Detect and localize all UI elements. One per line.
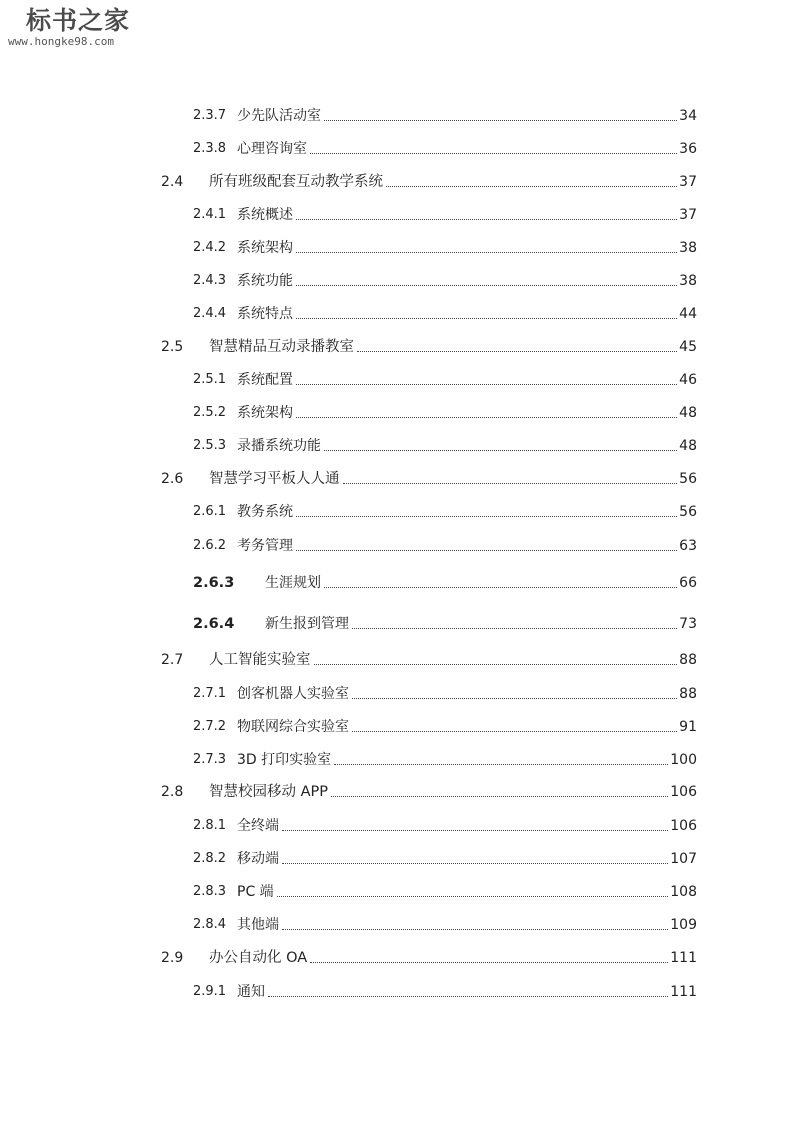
toc-entry[interactable] <box>193 301 697 323</box>
toc-entry-page: 111 <box>670 950 697 966</box>
toc-entry-page: 38 <box>679 240 697 256</box>
toc-entry[interactable] <box>193 202 697 224</box>
toc-entry-number: 2.8.4 <box>193 917 227 932</box>
toc-entry[interactable] <box>193 813 697 835</box>
toc-entry-page: 48 <box>679 405 697 421</box>
toc-entry-title: 新生报到管理 <box>265 616 349 632</box>
toc-entry[interactable] <box>193 433 697 455</box>
toc-entry[interactable] <box>193 499 697 521</box>
toc-entry[interactable] <box>193 879 697 901</box>
toc-entry-title: 全终端 <box>237 818 279 834</box>
toc-entry-page: 48 <box>679 438 697 454</box>
toc-dot-leader <box>310 152 677 154</box>
toc-entry-number: 2.7.1 <box>193 686 227 701</box>
toc-dot-leader <box>282 862 668 864</box>
toc-entry-title: 系统概述 <box>237 207 293 223</box>
toc-entry-page: 56 <box>679 504 697 520</box>
toc-entry-number: 2.5.1 <box>193 372 227 387</box>
toc-entry-title: 少先队活动室 <box>237 108 321 124</box>
toc-entry-page: 106 <box>670 784 697 800</box>
toc-entry-page: 108 <box>670 884 697 900</box>
toc-dot-leader <box>324 119 677 121</box>
toc-entry-title: 考务管理 <box>237 538 293 554</box>
toc-entry-title: 生涯规划 <box>265 575 321 591</box>
toc-entry-page: 46 <box>679 372 697 388</box>
toc-entry[interactable] <box>193 611 697 633</box>
toc-dot-leader <box>268 995 668 997</box>
toc-entry[interactable] <box>193 400 697 422</box>
toc-entry[interactable] <box>193 103 697 125</box>
toc-entry-page: 45 <box>679 339 697 355</box>
toc-entry[interactable] <box>193 570 697 592</box>
toc-entry[interactable] <box>161 779 697 801</box>
toc-entry[interactable] <box>193 747 697 769</box>
toc-dot-leader <box>296 383 677 385</box>
toc-entry-title: 通知 <box>237 984 265 1000</box>
toc-entry[interactable] <box>161 647 697 669</box>
toc-entry-page: 91 <box>679 719 697 735</box>
toc-entry-number: 2.3.7 <box>193 108 227 123</box>
watermark-title: 标书之家 <box>26 6 131 35</box>
toc-entry-number: 2.6.2 <box>193 538 227 553</box>
toc-entry-page: 37 <box>679 207 697 223</box>
toc-dot-leader <box>352 627 677 629</box>
toc-entry-number: 2.5 <box>161 339 184 355</box>
toc-entry-page: 109 <box>670 917 697 933</box>
toc-entry-number: 2.4.1 <box>193 207 227 222</box>
toc-entry-number: 2.6 <box>161 471 184 487</box>
toc-entry-title: 所有班级配套互动教学系统 <box>209 174 383 190</box>
toc-entry-number: 2.8.1 <box>193 818 227 833</box>
toc-entry-title: PC 端 <box>237 884 274 900</box>
toc-entry-title: 创客机器人实验室 <box>237 686 349 702</box>
toc-entry-page: 100 <box>670 752 697 768</box>
toc-entry-number: 2.6.3 <box>193 575 235 591</box>
toc-entry-page: 88 <box>679 686 697 702</box>
toc-dot-leader <box>343 482 678 484</box>
toc-entry-number: 2.6.4 <box>193 616 235 632</box>
toc-entry[interactable] <box>193 846 697 868</box>
toc-entry-page: 56 <box>679 471 697 487</box>
toc-entry-number: 2.4.4 <box>193 306 227 321</box>
toc-dot-leader <box>331 795 668 797</box>
toc-entry-number: 2.4.3 <box>193 273 227 288</box>
toc-entry[interactable] <box>193 681 697 703</box>
toc-entry-number: 2.4 <box>161 174 184 190</box>
toc-entry-title: 人工智能实验室 <box>209 652 311 668</box>
toc-entry-title: 智慧校园移动 APP <box>209 784 329 800</box>
toc-entry-title: 教务系统 <box>237 504 293 520</box>
toc-dot-leader <box>282 928 668 930</box>
toc-entry-title: 录播系统功能 <box>237 438 321 454</box>
toc-entry-number: 2.8 <box>161 784 184 800</box>
toc-entry-page: 37 <box>679 174 697 190</box>
toc-entry-page: 88 <box>679 652 697 668</box>
toc-entry-title: 3D 打印实验室 <box>237 752 332 768</box>
toc-entry-title: 物联网综合实验室 <box>237 719 349 735</box>
toc-dot-leader <box>310 961 668 963</box>
toc-entry-number: 2.5.3 <box>193 438 227 453</box>
toc-entry[interactable] <box>161 334 697 356</box>
toc-entry[interactable] <box>161 169 697 191</box>
toc-entry-page: 63 <box>679 538 697 554</box>
toc-entry[interactable] <box>161 945 697 967</box>
toc-entry-number: 2.7 <box>161 652 184 668</box>
toc-entry[interactable] <box>193 268 697 290</box>
toc-dot-leader <box>277 895 669 897</box>
toc-dot-leader <box>352 730 677 732</box>
toc-entry-page: 44 <box>679 306 697 322</box>
toc-dot-leader <box>324 449 677 451</box>
toc-entry[interactable] <box>193 533 697 555</box>
toc-entry[interactable] <box>193 235 697 257</box>
toc-entry[interactable] <box>193 979 697 1001</box>
toc-entry[interactable] <box>161 466 697 488</box>
toc-entry-number: 2.5.2 <box>193 405 227 420</box>
toc-entry-title: 办公自动化 OA <box>209 950 308 966</box>
toc-dot-leader <box>296 549 677 551</box>
toc-entry-number: 2.7.2 <box>193 719 227 734</box>
toc-entry-title: 智慧学习平板人人通 <box>209 471 340 487</box>
toc-entry-page: 38 <box>679 273 697 289</box>
toc-dot-leader <box>386 185 677 187</box>
toc-dot-leader <box>357 350 677 352</box>
toc-entry-title: 系统架构 <box>237 240 293 256</box>
toc-dot-leader <box>282 829 668 831</box>
toc-entry-title: 移动端 <box>237 851 279 867</box>
toc-dot-leader <box>324 586 677 588</box>
toc-entry[interactable] <box>193 136 697 158</box>
toc-entry-number: 2.8.2 <box>193 851 227 866</box>
toc-dot-leader <box>314 663 678 665</box>
toc-entry-title: 系统配置 <box>237 372 293 388</box>
toc-dot-leader <box>296 515 677 517</box>
toc-entry-page: 73 <box>679 616 697 632</box>
toc-entry-title: 心理咨询室 <box>237 141 307 157</box>
watermark-logo <box>8 4 168 48</box>
toc-dot-leader <box>334 763 668 765</box>
toc-dot-leader <box>296 416 677 418</box>
toc-entry[interactable] <box>193 367 697 389</box>
toc-entry-page: 106 <box>670 818 697 834</box>
toc-entry-number: 2.6.1 <box>193 504 227 519</box>
toc-entry-number: 2.4.2 <box>193 240 227 255</box>
toc-entry-title: 其他端 <box>237 917 279 933</box>
toc-dot-leader <box>296 284 677 286</box>
toc-entry-title: 系统架构 <box>237 405 293 421</box>
toc-entry-title: 智慧精品互动录播教室 <box>209 339 354 355</box>
toc-entry-number: 2.3.8 <box>193 141 227 156</box>
toc-entry-title: 系统特点 <box>237 306 293 322</box>
toc-dot-leader <box>352 697 677 699</box>
toc-entry-title: 系统功能 <box>237 273 293 289</box>
toc-entry-page: 107 <box>670 851 697 867</box>
watermark-url: www.hongke98.com <box>8 35 114 48</box>
toc-entry[interactable] <box>193 714 697 736</box>
toc-entry-page: 36 <box>679 141 697 157</box>
toc-entry-number: 2.8.3 <box>193 884 227 899</box>
toc-dot-leader <box>296 218 677 220</box>
toc-entry[interactable] <box>193 912 697 934</box>
toc-entry-number: 2.9.1 <box>193 984 227 999</box>
toc-entry-number: 2.9 <box>161 950 184 966</box>
toc-entry-number: 2.7.3 <box>193 752 227 767</box>
toc-entry-page: 66 <box>679 575 697 591</box>
toc-entry-page: 111 <box>670 984 697 1000</box>
toc-dot-leader <box>296 317 677 319</box>
toc-entry-page: 34 <box>679 108 697 124</box>
toc-dot-leader <box>296 251 677 253</box>
